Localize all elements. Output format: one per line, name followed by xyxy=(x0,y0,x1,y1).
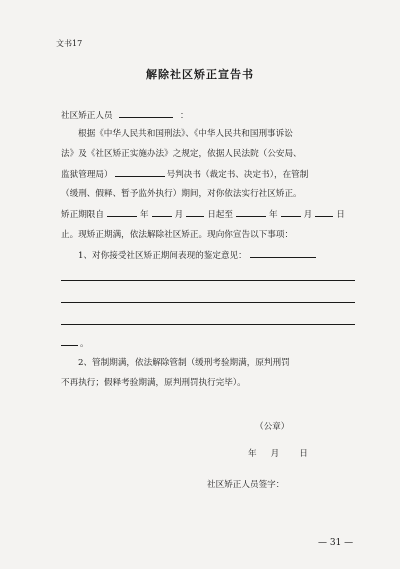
paragraph-line-3-end: 号判决书（裁定书、决定书），在管制 xyxy=(166,170,309,180)
start-year-blank xyxy=(107,207,137,217)
start-month-blank xyxy=(152,207,172,217)
term-to-label: 日起至 xyxy=(207,210,233,220)
appraisal-end-blank xyxy=(61,336,78,346)
date-year-label: 年 xyxy=(248,449,257,459)
end-month-label: 月 xyxy=(303,210,313,220)
appraisal-line-2 xyxy=(61,302,355,303)
term-from-label: 矫正期限自 xyxy=(61,210,104,220)
page-number: — 31 — xyxy=(318,538,354,548)
appraisal-blank xyxy=(250,248,316,258)
end-day-label: 日 xyxy=(336,210,345,220)
paragraph-line-2: 法》及《社区矫正实施办法》之规定，依据人民法院（公安局、 xyxy=(61,149,302,159)
paragraph-line-6: 止。现矫正期满，依法解除社区矫正。现向你宣告以下事项： xyxy=(61,230,294,240)
date-line xyxy=(248,447,308,459)
item-1-text: 1、对你接受社区矫正期间表现的鉴定意见： xyxy=(78,251,247,261)
start-year-label: 年 xyxy=(139,210,149,220)
end-month-blank xyxy=(281,207,301,217)
end-day-blank xyxy=(315,207,333,217)
term-line xyxy=(61,207,345,220)
start-month-label: 月 xyxy=(174,210,184,220)
name-blank xyxy=(119,108,173,118)
paragraph-line-1: 根据《中华人民共和国刑法》、《中华人民共和国刑事诉讼 xyxy=(78,129,293,139)
end-year-blank xyxy=(236,207,266,217)
date-day-label: 日 xyxy=(299,449,308,459)
item-2-line-2: 不再执行；假释考验期满，原判刑罚执行完毕）。 xyxy=(61,378,246,388)
end-year-label: 年 xyxy=(269,210,278,220)
appraisal-end-line xyxy=(61,336,89,349)
official-seal-label: （公章） xyxy=(255,422,290,432)
signature-label: 社区矫正人员签字： xyxy=(207,480,285,490)
salutation-line xyxy=(61,108,189,121)
salutation-prefix: 社区矫正人员 xyxy=(61,111,113,121)
start-day-blank xyxy=(186,207,204,217)
paragraph-line-3 xyxy=(61,167,308,180)
appraisal-end-mark: 。 xyxy=(80,339,89,349)
appraisal-line-3 xyxy=(61,324,355,325)
item-2-line-1: 2、管制期满，依法解除管制（缓刑考验期满，原判刑罚 xyxy=(78,358,290,368)
paragraph-line-4: （缓刑、假释、暂予监外执行）期间，对你依法实行社区矫正。 xyxy=(61,189,302,199)
item-1-line xyxy=(78,248,316,261)
judgment-number-blank xyxy=(115,167,165,177)
document-number: 文书17 xyxy=(56,39,83,48)
document-title: 解除社区矫正宣告书 xyxy=(146,68,254,81)
salutation-suffix: ： xyxy=(180,111,189,121)
date-month-label: 月 xyxy=(270,449,280,459)
appraisal-line-1 xyxy=(61,280,355,281)
paragraph-line-3-start: 监狱管理局） xyxy=(61,170,113,180)
